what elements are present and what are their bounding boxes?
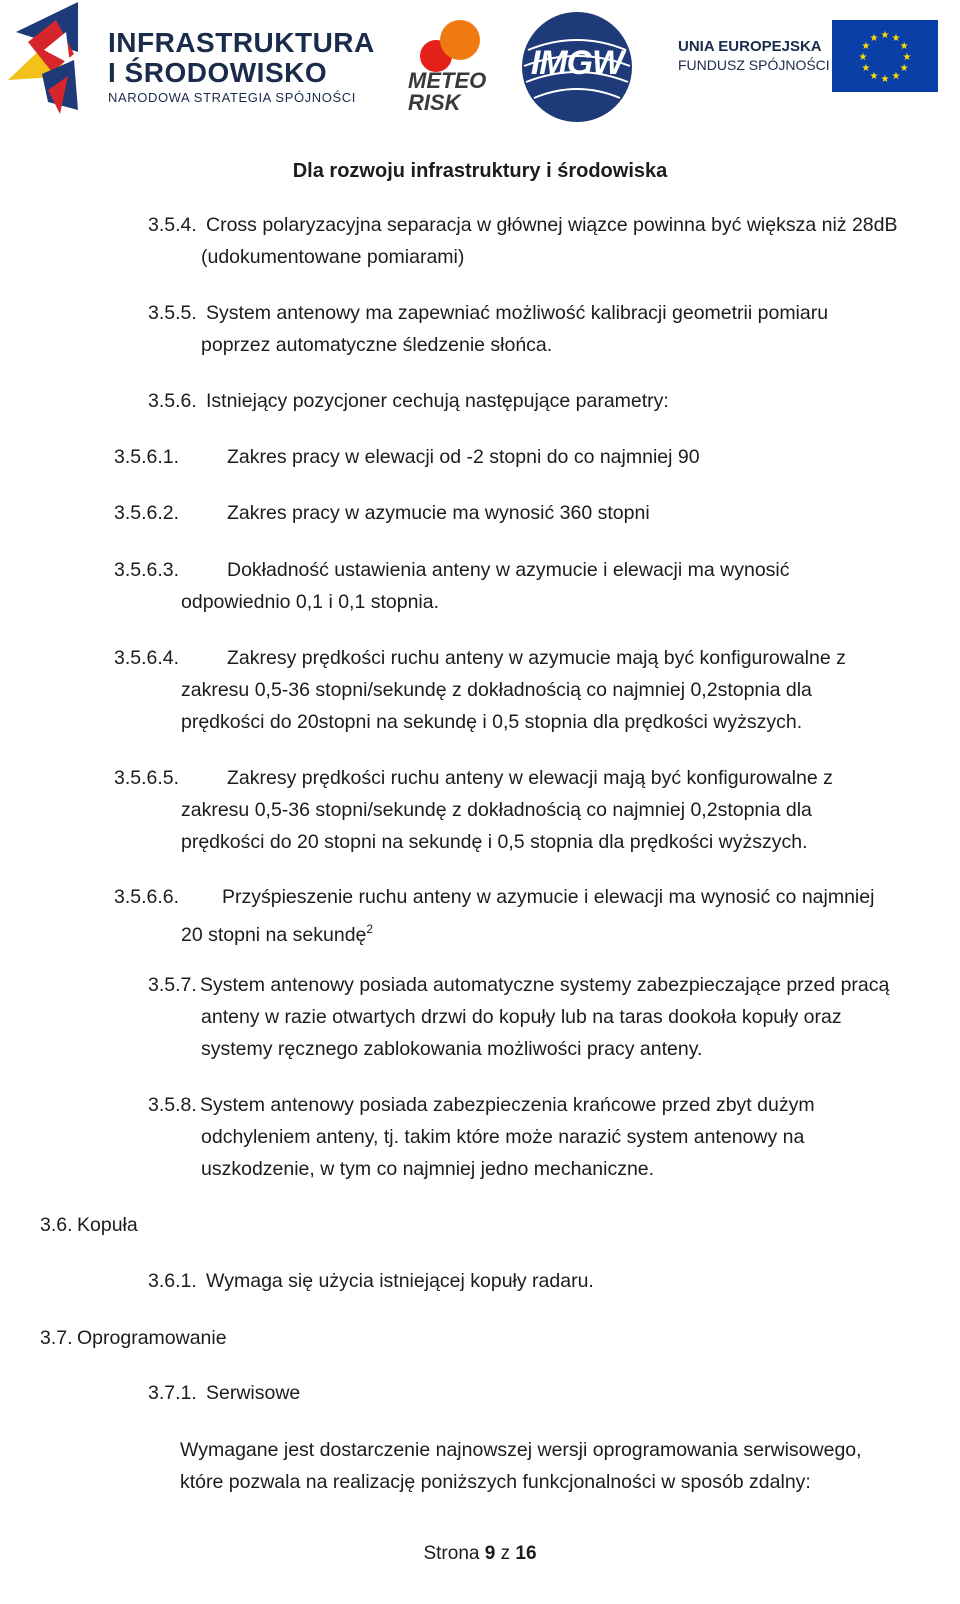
eu-star-icon: ★: [902, 52, 912, 63]
item-3-5-6-4-number: 3.5.6.4.: [114, 647, 180, 669]
item-3-5-7-line3: systemy ręcznego zablokowania możliwości pracy anteny.: [201, 1038, 703, 1060]
item-3-5-6-6-line1: Przyśpieszenie ruchu anteny w azymucie i elewacji ma wynosić co najmniej: [222, 886, 875, 908]
eu-star-icon: ★: [861, 63, 871, 74]
item-3-5-6-2-line1: Zakres pracy w azymucie ma wynosić 360 stopni: [227, 502, 650, 524]
footer-separator: z: [500, 1543, 511, 1564]
item-3-5-5-number: 3.5.5.: [148, 302, 197, 324]
section-3-6-number: 3.6.: [40, 1214, 73, 1236]
risk-word: RISK: [408, 90, 461, 115]
section-3-7-heading: Oprogramowanie: [77, 1327, 227, 1349]
item-3-5-6-3-number: 3.5.6.3.: [114, 559, 180, 581]
eu-star-icon: ★: [891, 32, 901, 44]
eu-logo-text: [678, 38, 828, 73]
page-tagline: Dla rozwoju infrastruktury i środowiska: [292, 160, 668, 182]
footer-total-pages: 16: [515, 1543, 537, 1564]
item-3-5-5-line1: System antenowy ma zapewniać możliwość kalibracji geometrii pomiaru: [206, 302, 829, 324]
footer-prefix: Strona: [423, 1543, 480, 1564]
item-3-5-8-number: 3.5.8.: [148, 1094, 197, 1116]
item-3-5-8-line2: odchyleniem anteny, tj. takim które może narazić system antenowy na: [201, 1126, 805, 1148]
footer-page-number: 9: [484, 1543, 496, 1564]
item-3-5-6-3-line1: Dokładność ustawienia anteny w azymucie i elewacji ma wynosić: [227, 559, 790, 581]
eu-star-icon: ★: [899, 41, 909, 52]
item-3-5-6-2-number: 3.5.6.2.: [114, 502, 180, 524]
item-3-5-6-5-line1: Zakresy prędkości ruchu anteny w elewacji mają być konfigurowalne z: [227, 767, 833, 789]
meteo-risk-logo: [408, 18, 504, 118]
imgw-logo: [518, 10, 636, 124]
header-logos: [0, 0, 960, 130]
unia-europejska-label: UNIA EUROPEJSKA: [678, 38, 822, 55]
item-3-7-1-heading: Serwisowe: [206, 1382, 301, 1404]
paragraph-3-7-1-line2: które pozwala na realizację poniższych funkcjonalności w sposób zdalny:: [180, 1471, 811, 1493]
item-3-5-6-6-line2-wrap: [181, 913, 373, 951]
eu-star-icon: ★: [861, 41, 871, 52]
item-3-5-6-6-superscript: 2: [366, 922, 374, 936]
eu-star-icon: ★: [880, 30, 890, 41]
item-3-5-4-number: 3.5.4.: [148, 214, 197, 236]
item-3-5-6-5-line2: zakresu 0,5-36 stopni/sekundę z dokładnością co najmniej 0,2stopnia dla: [181, 799, 812, 821]
item-3-5-6-4-line3: prędkości do 20stopni na sekundę i 0,5 stopnia dla prędkości wyższych.: [181, 711, 803, 733]
item-3-5-4-line1: Cross polaryzacyjna separacja w głównej wiązce powinna być większa niż 28dB: [206, 214, 898, 236]
eu-star-icon: ★: [858, 52, 868, 63]
imgw-wordmark: IMGW: [530, 44, 624, 82]
item-3-5-6-6-number: 3.5.6.6.: [114, 886, 180, 908]
paragraph-3-7-1-line1: Wymagane jest dostarczenie najnowszej wersji oprogramowania serwisowego,: [180, 1439, 862, 1461]
eu-star-icon: ★: [899, 63, 909, 74]
eu-star-icon: ★: [869, 71, 879, 83]
item-3-5-6-line1: Istniejący pozycjoner cechują następujące parametry:: [206, 390, 669, 412]
eu-flag-icon: [832, 20, 938, 92]
item-3-7-1-number: 3.7.1.: [148, 1382, 197, 1404]
strategia-subtitle: NARODOWA STRATEGIA SPÓJNOŚCI: [108, 90, 356, 105]
star-emblem-icon: [8, 2, 104, 114]
eu-star-icon: ★: [869, 32, 879, 44]
item-3-5-8-line3: uszkodzenie, w tym co najmniej jedno mechaniczne.: [201, 1158, 655, 1180]
item-3-5-6-number: 3.5.6.: [148, 390, 197, 412]
eu-star-icon: ★: [891, 71, 901, 83]
fundusz-spojnosci-label: FUNDUSZ SPÓJNOŚCI: [678, 57, 830, 73]
item-3-5-6-4-line1: Zakresy prędkości ruchu anteny w azymucie mają być konfigurowalne z: [227, 647, 846, 669]
item-3-5-6-6-line2: 20 stopni na sekundę: [181, 924, 367, 946]
item-3-5-7-number: 3.5.7.: [148, 974, 197, 996]
item-3-5-5-line2: poprzez automatyczne śledzenie słońca.: [201, 334, 553, 356]
item-3-6-1-number: 3.6.1.: [148, 1270, 197, 1292]
infrastruktura-logo: [8, 2, 375, 120]
meteo-word: METEO: [408, 68, 487, 93]
item-3-5-6-5-number: 3.5.6.5.: [114, 767, 180, 789]
item-3-5-6-1-line1: Zakres pracy w elewacji od -2 stopni do co najmniej 90: [227, 446, 700, 468]
item-3-5-8-line1: System antenowy posiada zabezpieczenia krańcowe przed zbyt dużym: [200, 1094, 815, 1116]
section-3-6-heading: Kopuła: [77, 1214, 138, 1236]
item-3-5-7-line2: anteny w razie otwartych drzwi do kopuły lub na taras dookoła kopuły oraz: [201, 1006, 842, 1028]
eu-star-icon: ★: [880, 74, 890, 85]
meteo-drops-icon: [408, 18, 504, 74]
section-3-7-number: 3.7.: [40, 1327, 73, 1349]
srodowisko-title: I ŚRODOWISKO: [108, 57, 328, 88]
page-footer: [0, 1543, 960, 1565]
item-3-6-1-line1: Wymaga się użycia istniejącej kopuły radaru.: [206, 1270, 594, 1292]
item-3-5-6-5-line3: prędkości do 20 stopni na sekundę i 0,5 stopnia dla prędkości wyższych.: [181, 831, 808, 853]
infrastruktura-title: INFRASTRUKTURA: [108, 27, 375, 58]
item-3-5-6-1-number: 3.5.6.1.: [114, 446, 180, 468]
item-3-5-7-line1: System antenowy posiada automatyczne systemy zabezpieczające przed pracą: [200, 974, 890, 996]
item-3-5-6-4-line2: zakresu 0,5-36 stopni/sekundę z dokładnością co najmniej 0,2stopnia dla: [181, 679, 812, 701]
item-3-5-6-3-line2: odpowiednio 0,1 i 0,1 stopnia.: [181, 591, 440, 613]
item-3-5-4-line2: (udokumentowane pomiarami): [201, 246, 465, 268]
